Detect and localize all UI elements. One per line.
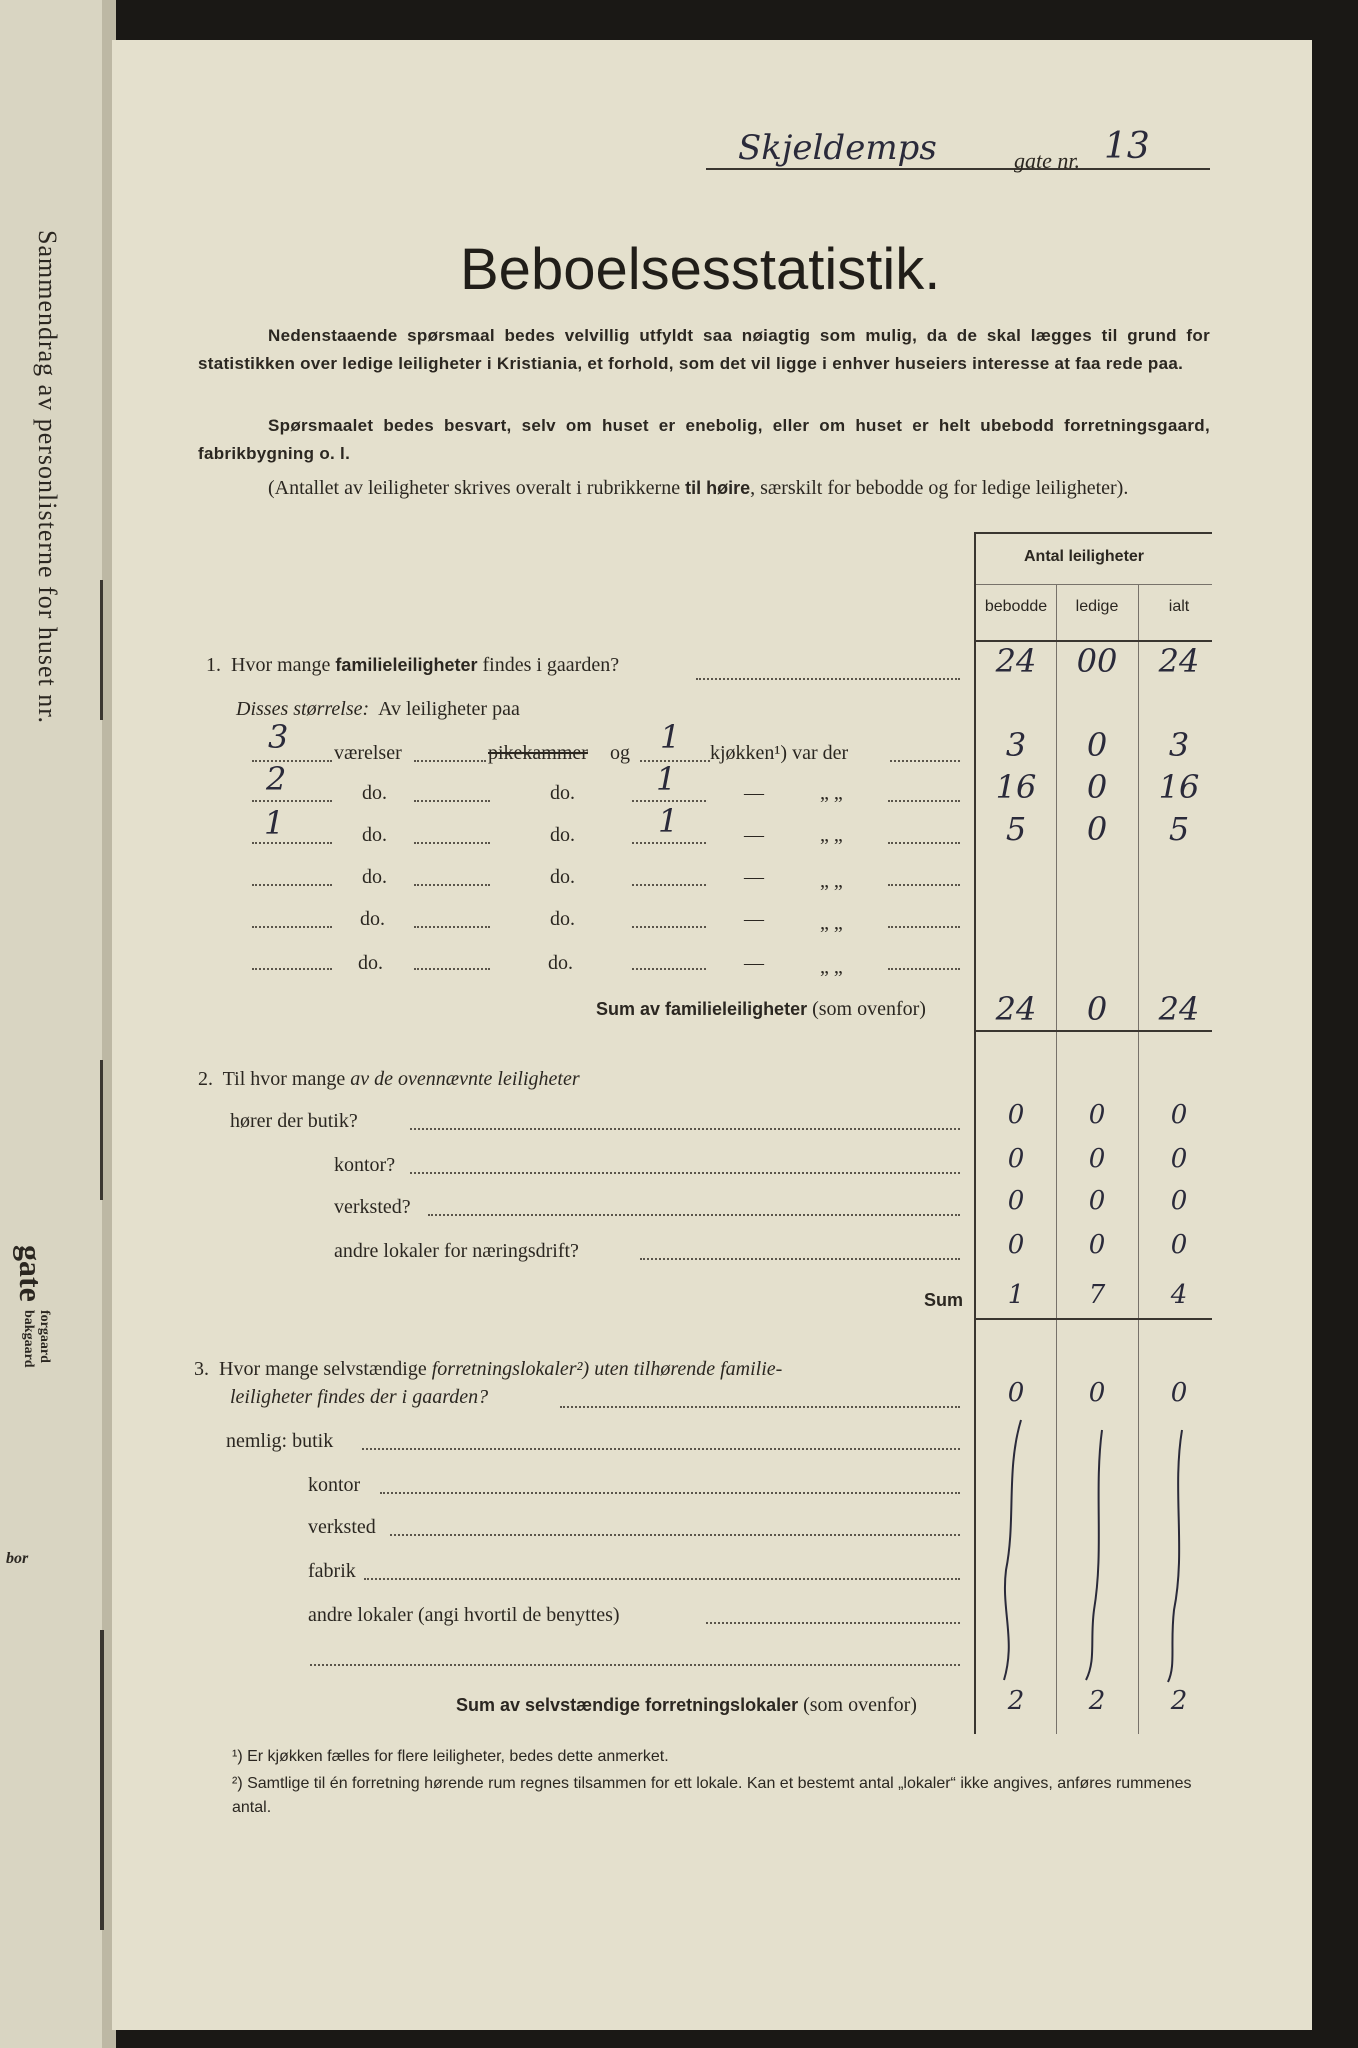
do-label: do. <box>550 782 575 804</box>
leader-dots <box>888 884 960 886</box>
q2-sum-label: Sum <box>924 1290 964 1310</box>
q2-row-ledige: 0 <box>1088 1100 1106 1130</box>
q2-row-bebodde: 0 <box>1007 1186 1025 1216</box>
kitchen-value: 1 <box>658 802 679 840</box>
dash-label: — <box>744 908 764 930</box>
do-label: do. <box>548 952 573 974</box>
binding-mark <box>100 1630 104 1930</box>
q1-question: 1. Hvor mange familieleiligheter findes i gaarden? <box>206 654 620 676</box>
do-label: do. <box>358 952 383 974</box>
col-header-ledige: ledige <box>1075 598 1119 615</box>
leader-dots <box>252 884 332 886</box>
leader-dots <box>632 842 706 844</box>
leader-dots <box>410 1172 960 1174</box>
intro-paragraph-2: Spørsmaalet bedes besvart, selv om huset er enebolig, eller om huset er helt ubebodd forretningsgaard, fabrikbygning o. l. <box>198 416 1210 463</box>
q2-row-bebodde: 0 <box>1007 1100 1025 1130</box>
leader-dots <box>252 968 332 970</box>
header-rule <box>976 584 1212 585</box>
col-header-bebodde: bebodde <box>984 598 1048 615</box>
ditto-label: „ „ <box>820 824 843 846</box>
q1-sum-ledige: 0 <box>1086 990 1108 1028</box>
q3-answer-ialt: 0 <box>1170 1378 1188 1408</box>
og-label: og <box>610 742 630 764</box>
street-underline <box>706 168 1210 170</box>
do-label: do. <box>550 866 575 888</box>
q2-row-label: verksted? <box>334 1196 411 1218</box>
q2-sum-ialt: 4 <box>1170 1280 1188 1310</box>
do-label: do. <box>362 824 387 846</box>
q1-sum-rule <box>974 1030 1212 1032</box>
q1-answer-ialt: 24 <box>1158 642 1200 680</box>
q2-row-ialt: 0 <box>1170 1100 1188 1130</box>
q2-row-bebodde: 0 <box>1007 1230 1025 1260</box>
leader-dots <box>364 1578 960 1580</box>
leader-dots <box>414 968 490 970</box>
spine-vertical-title: Sammendrag av personlisterne for huset nr. <box>33 230 62 724</box>
leader-dots <box>632 926 706 928</box>
q3-nemlig-label: nemlig: butik <box>226 1430 334 1452</box>
row-ialt: 3 <box>1168 726 1190 764</box>
dash-label: — <box>744 952 764 974</box>
rooms-value: 1 <box>264 804 285 842</box>
q2-sum-bebodde: 1 <box>1007 1280 1025 1310</box>
dash-label: — <box>744 782 764 804</box>
q3-item: kontor <box>308 1474 361 1496</box>
q2-row-label: hører der butik? <box>230 1110 358 1132</box>
leader-dots <box>706 1622 960 1624</box>
q2-row-label: andre lokaler for næringsdrift? <box>334 1240 579 1262</box>
rooms-value: 3 <box>268 718 289 756</box>
spine-gate-label: gate <box>13 1245 49 1302</box>
row-ledige: 0 <box>1086 726 1108 764</box>
binding-mark <box>100 580 103 720</box>
leader-dots <box>410 1128 960 1130</box>
row-bebodde: 16 <box>995 768 1037 806</box>
intro-paragraph-1: Nedenstaaende spørsmaal bedes velvillig utfyldt saa nøiagtig som mulig, da de skal lægges til grund for statistikken over ledige leiligheter i Kristiania, et forhold, som det vil ligge i enhver huseiers interesse at faa rede paa. <box>198 326 1210 373</box>
leader-dots <box>252 760 332 762</box>
q3-answer-ledige: 0 <box>1088 1378 1106 1408</box>
street-name-handwritten: Skjeldemps <box>738 128 937 168</box>
q3-sum-ledige: 2 <box>1088 1686 1106 1716</box>
q3-question-line1: 3. Hvor mange selvstændige forretningslokaler²) uten tilhørende familie- <box>194 1358 783 1380</box>
dash-label: — <box>744 866 764 888</box>
q2-row-bebodde: 0 <box>1007 1144 1025 1174</box>
dash-label: — <box>744 824 764 846</box>
leader-dots <box>380 1492 960 1494</box>
leader-dots <box>888 842 960 844</box>
q1-sum-label: Sum av familieleiligheter (som ovenfor) <box>596 998 926 1020</box>
table-top-rule <box>974 532 1212 534</box>
page-title: Beboelsesstatistik. <box>460 237 941 302</box>
vaerelser-label: værelser <box>334 742 402 764</box>
table-group-header: Antal leiligheter <box>1024 548 1145 565</box>
q2-row-ledige: 0 <box>1088 1144 1106 1174</box>
leader-dots <box>428 1214 960 1216</box>
q3-sum-ialt: 2 <box>1170 1686 1188 1716</box>
q1-answer-ledige: 00 <box>1076 642 1118 680</box>
leader-dots <box>252 842 332 844</box>
leader-dots <box>632 884 706 886</box>
q2-row-ialt: 0 <box>1170 1230 1188 1260</box>
do-label: do. <box>360 908 385 930</box>
q2-row-label: kontor? <box>334 1154 396 1176</box>
kitchen-value: 1 <box>656 760 677 798</box>
q3-item: andre lokaler (angi hvortil de benyttes) <box>308 1604 620 1626</box>
rooms-value: 2 <box>266 760 287 798</box>
do-label: do. <box>550 908 575 930</box>
row-ledige: 0 <box>1086 768 1108 806</box>
q1-sum-bebodde: 24 <box>995 990 1037 1028</box>
leader-dots <box>560 1406 960 1408</box>
leader-dots <box>888 926 960 928</box>
row-bebodde: 5 <box>1005 810 1027 848</box>
q1-sum-ialt: 24 <box>1158 990 1200 1028</box>
q2-row-ledige: 0 <box>1088 1230 1106 1260</box>
q3-answer-bebodde: 0 <box>1007 1378 1025 1408</box>
q2-question: 2. Til hvor mange av de ovennævnte leiligheter <box>198 1068 580 1090</box>
leader-dots <box>888 800 960 802</box>
q3-question-line2: leiligheter findes der i gaarden? <box>230 1386 489 1408</box>
leader-dots <box>310 1664 960 1666</box>
kjokken-label: kjøkken¹) var der <box>710 742 849 764</box>
footnote-2: ²) Samtlige til én forretning hørende rum regnes tilsammen for ett lokale. Kan et bestemt antal „lokaler“ ikke angives, anføres rummenes antal. <box>232 1775 1192 1816</box>
spine-forgaard-label: forgaard bakgaard <box>21 1310 52 1368</box>
leader-dots <box>632 968 706 970</box>
row-ledige: 0 <box>1086 810 1108 848</box>
do-label: do. <box>362 866 387 888</box>
q3-item: verksted <box>308 1516 376 1538</box>
leader-dots <box>888 968 960 970</box>
q3-sum-bebodde: 2 <box>1007 1686 1025 1716</box>
leader-dots <box>390 1534 960 1536</box>
q2-row-ialt: 0 <box>1170 1186 1188 1216</box>
col-header-ialt: ialt <box>1168 598 1190 615</box>
ditto-label: „ „ <box>820 782 843 804</box>
q2-sum-rule <box>974 1318 1212 1320</box>
house-number-handwritten: 13 <box>1104 126 1150 167</box>
leader-dots <box>414 800 490 802</box>
kitchen-value: 1 <box>660 718 681 756</box>
ditto-label: „ „ <box>820 912 843 934</box>
row-ialt: 5 <box>1168 810 1190 848</box>
binding-mark <box>100 1060 103 1200</box>
gate-nr-label: gate nr. <box>1014 148 1080 173</box>
pikekammer-label: pikekammer <box>488 742 588 764</box>
leader-dots <box>252 926 332 928</box>
do-label: do. <box>362 782 387 804</box>
leader-dots <box>414 842 490 844</box>
q1-answer-bebodde: 24 <box>995 642 1037 680</box>
row-ialt: 16 <box>1158 768 1200 806</box>
leader-dots <box>362 1448 960 1450</box>
handwritten-ditto-lines <box>976 1410 1212 1690</box>
left-page-fragment <box>0 0 102 2048</box>
row-bebodde: 3 <box>1005 726 1027 764</box>
q1-sizes-label: Disses størrelse: Av leiligheter paa <box>236 698 520 720</box>
q3-sum-label: Sum av selvstændige forretningslokaler (som ovenfor) <box>456 1694 917 1716</box>
leader-dots <box>890 760 960 762</box>
q2-sum-ledige: 7 <box>1088 1280 1106 1310</box>
q2-row-ledige: 0 <box>1088 1186 1106 1216</box>
leader-dots <box>414 760 486 762</box>
ditto-label: „ „ <box>820 870 843 892</box>
q3-item: fabrik <box>308 1560 356 1582</box>
leader-dots <box>414 926 490 928</box>
leader-dots <box>252 800 332 802</box>
ditto-label: „ „ <box>820 956 843 978</box>
leader-dots <box>696 678 960 680</box>
leader-dots <box>414 884 490 886</box>
footnote-1: ¹) Er kjøkken fælles for flere leiligheter, bedes dette anmerket. <box>232 1748 669 1765</box>
intro-paragraph-3: (Antallet av leiligheter skrives overalt i rubrikkerne til høire, særskilt for bebodde og for ledige leiligheter). <box>268 477 1129 499</box>
leader-dots <box>640 1258 960 1260</box>
do-label: do. <box>550 824 575 846</box>
q2-row-ialt: 0 <box>1170 1144 1188 1174</box>
spine-bor-label: bor <box>6 1550 29 1567</box>
